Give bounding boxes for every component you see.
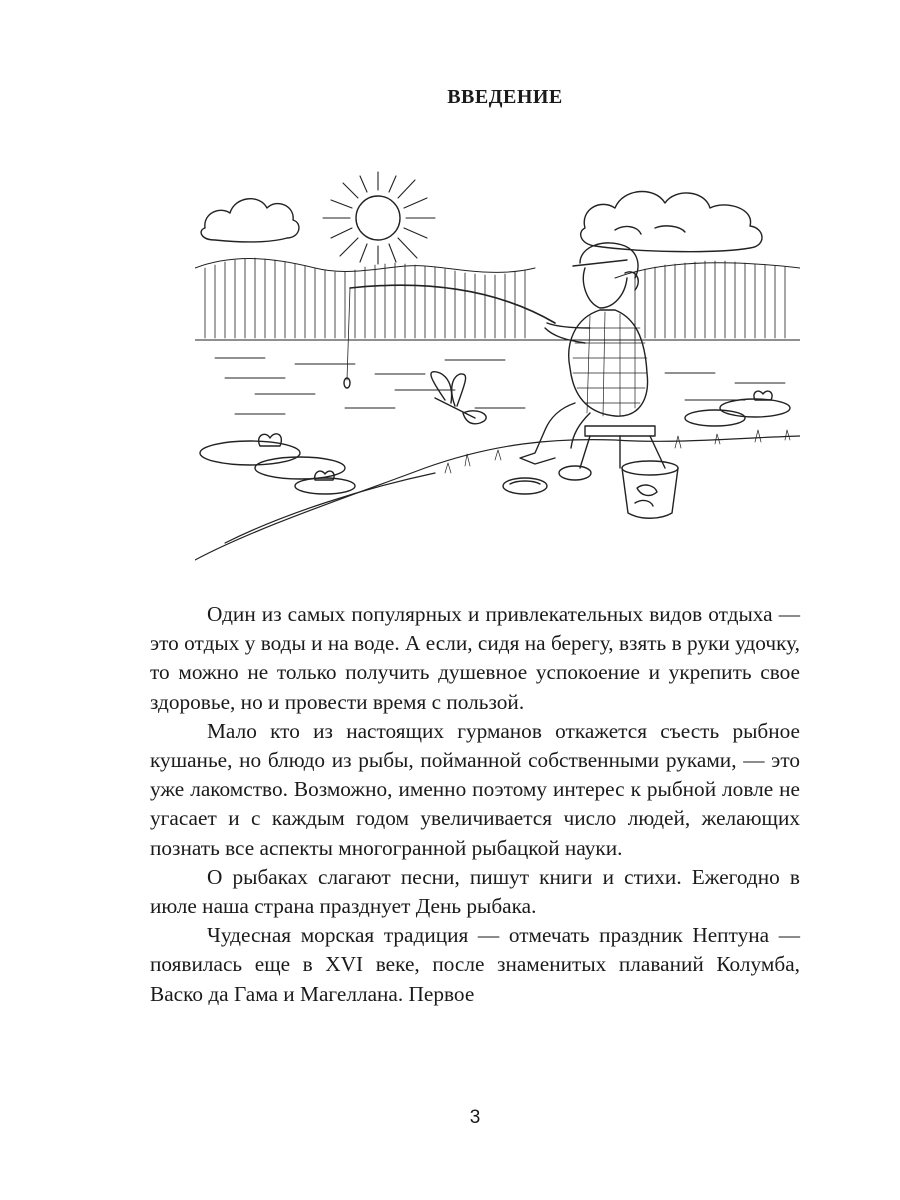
dragonfly-icon [431,372,486,424]
page-number: 3 [469,1107,481,1128]
paragraph: Мало кто из настоящих гурманов откажется съесть рыбное кушанье, но блюдо из рыбы, пойманной собственными руками, — это уже лакомство. Возможно, именно поэтому интерес к рыбной ловле не угасает и с каждым годом увеличивается число людей, желающих познать все аспекты многогранной рыбацкой науки. [150,718,800,860]
cloud-left-icon [201,199,299,242]
sun-icon [323,172,435,264]
paragraph: Чудесная морская традиция — отмечать праздник Нептуна — появилась еще в XVI веке, после знаменитых плаваний Колумба, Васко да Гама и Магеллана. Первое [150,923,800,1006]
paragraph: Один из самых популярных и привлекательных видов отдыха — это отдых у воды и на воде. А если, сидя на берегу, взять в руки удочку, то можно не только получить душевное успокоение и укрепить свое здоровье, но и провести время с пользой. [150,602,800,714]
water [215,358,785,414]
bait-dish-icon [503,466,591,494]
fishing-rod-icon [344,285,555,388]
lily-pads [200,391,790,494]
body-text [150,600,800,1009]
chapter-heading: ВВЕДЕНИЕ [447,86,563,108]
bucket-icon [622,461,678,518]
fisherman-illustration [195,168,800,563]
fisherman-figure [520,243,665,468]
paragraph: О рыбаках слагают песни, пишут книги и стихи. Ежегодно в июле наша страна празднует День рыбака. [150,864,800,919]
shore [195,430,800,560]
